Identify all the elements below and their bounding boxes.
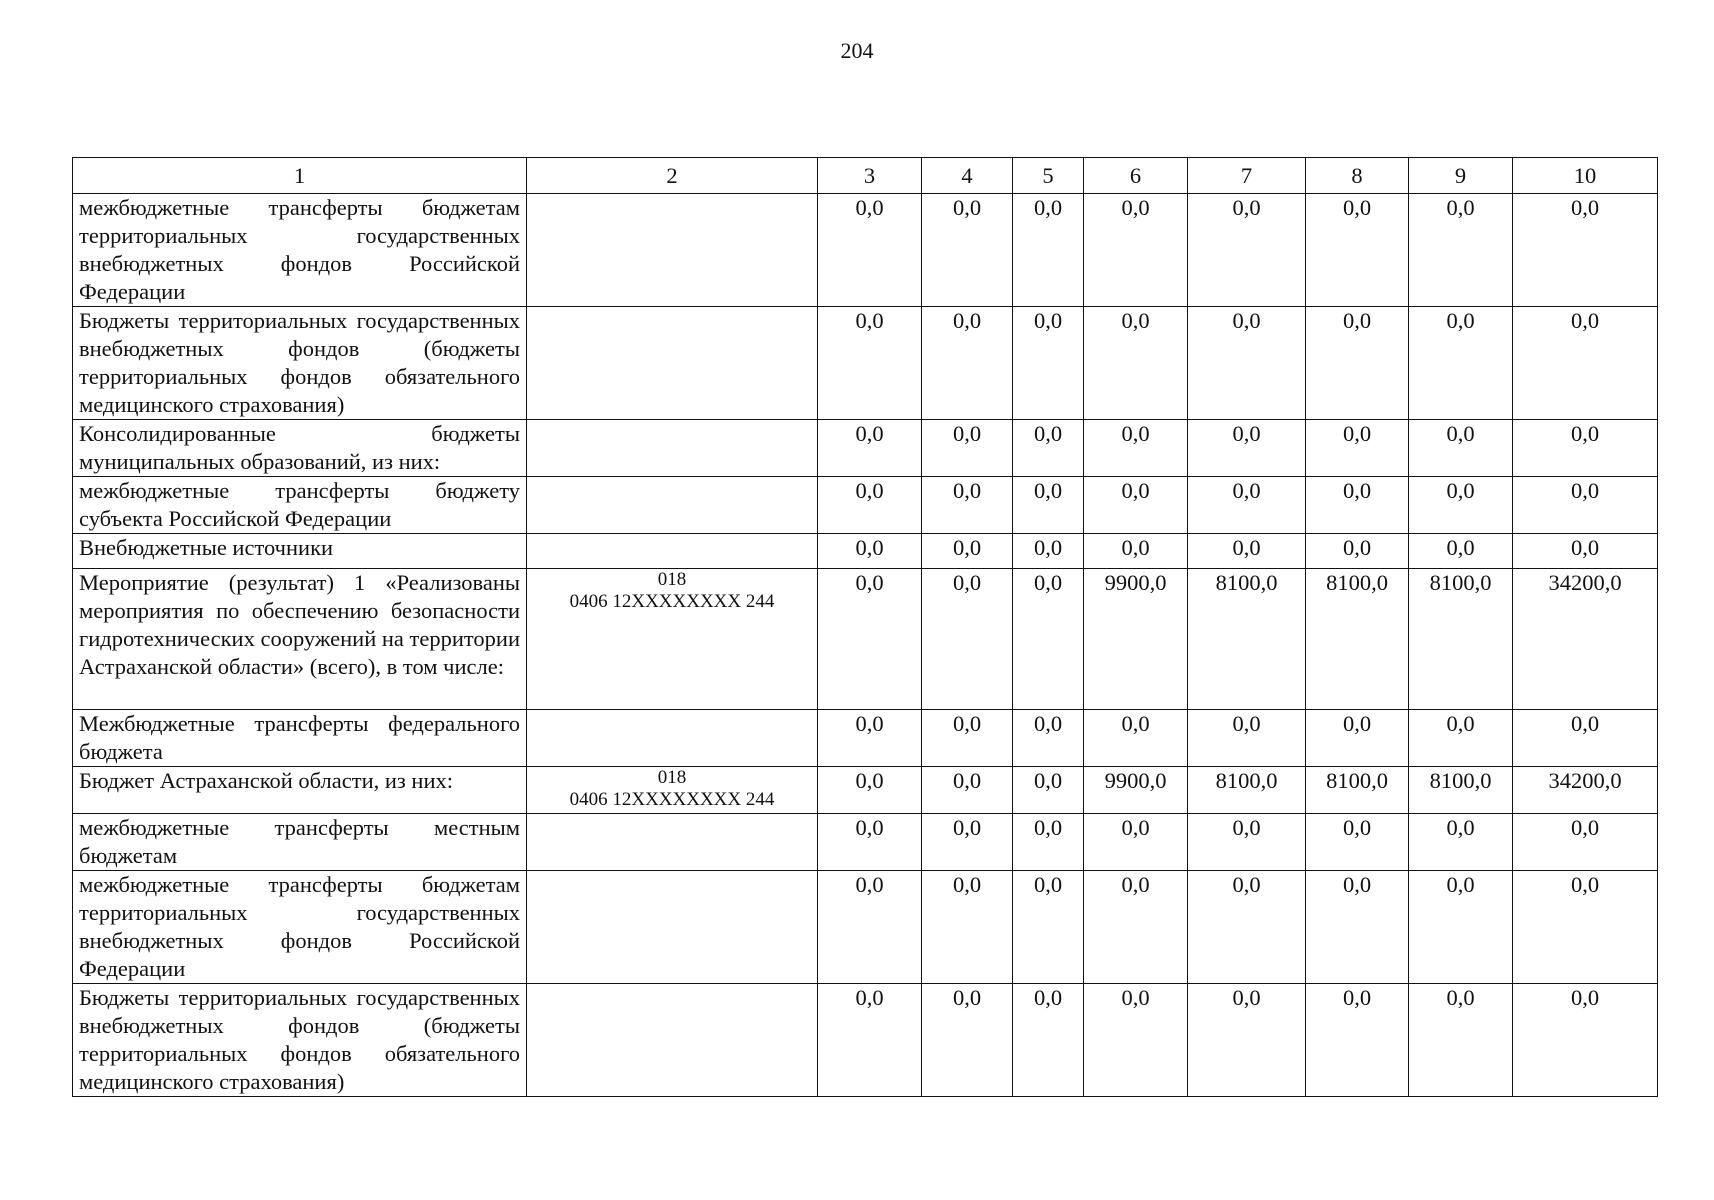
- value-cell-col-7: 0,0: [1188, 420, 1306, 477]
- value-cell-col-10: 34200,0: [1513, 767, 1658, 814]
- value-cell-col-9: 0,0: [1409, 194, 1513, 307]
- page-number: 204: [840, 38, 874, 63]
- value-cell-col-4: 0,0: [922, 534, 1013, 569]
- value-cell-col-4: 0,0: [922, 984, 1013, 1097]
- row-name: Консолидированные бюджеты муниципальных образований, из них:: [73, 420, 527, 477]
- value-cell-col-8: 0,0: [1306, 307, 1409, 420]
- column-header-1: 1: [73, 158, 527, 194]
- value-cell-col-6: 0,0: [1084, 710, 1188, 767]
- value-cell-col-5: 0,0: [1013, 569, 1084, 710]
- value-cell-col-5: 0,0: [1013, 814, 1084, 871]
- value-cell-col-7: 8100,0: [1188, 767, 1306, 814]
- budget-table: [72, 157, 1658, 1097]
- value-cell-col-5: 0,0: [1013, 420, 1084, 477]
- row-name: Бюджет Астраханской области, из них:: [73, 767, 527, 814]
- value-cell-col-4: 0,0: [922, 420, 1013, 477]
- value-cell-col-10: 0,0: [1513, 534, 1658, 569]
- value-cell-col-8: 0,0: [1306, 477, 1409, 534]
- value-cell-col-4: 0,0: [922, 871, 1013, 984]
- table-row: [73, 420, 1658, 477]
- value-cell-col-6: 0,0: [1084, 984, 1188, 1097]
- row-name: Бюджеты территориальных государственных внебюджетных фондов (бюджеты территориальных фондов обязательного медицинского страхования): [73, 307, 527, 420]
- value-cell-col-3: 0,0: [818, 534, 922, 569]
- value-cell-col-10: 0,0: [1513, 984, 1658, 1097]
- value-cell-col-3: 0,0: [818, 984, 922, 1097]
- column-header-3: 3: [818, 158, 922, 194]
- value-cell-col-10: 0,0: [1513, 194, 1658, 307]
- row-name: Мероприятие (результат) 1 «Реализованы мероприятия по обеспечению безопасности гидротехнических сооружений на территории Астраханской области» (всего), в том числе:: [73, 569, 527, 710]
- row-name: межбюджетные трансферты бюджету субъекта Российской Федерации: [73, 477, 527, 534]
- column-header-5: 5: [1013, 158, 1084, 194]
- row-code: 018 0406 12ХХХХХХХХ 244: [527, 767, 818, 814]
- value-cell-col-9: 0,0: [1409, 534, 1513, 569]
- value-cell-col-8: 0,0: [1306, 984, 1409, 1097]
- row-code: [527, 534, 818, 569]
- value-cell-col-3: 0,0: [818, 767, 922, 814]
- value-cell-col-7: 0,0: [1188, 194, 1306, 307]
- value-cell-col-7: 0,0: [1188, 710, 1306, 767]
- value-cell-col-4: 0,0: [922, 767, 1013, 814]
- value-cell-col-7: 0,0: [1188, 534, 1306, 569]
- table-row: [73, 814, 1658, 871]
- value-cell-col-6: 0,0: [1084, 307, 1188, 420]
- value-cell-col-5: 0,0: [1013, 871, 1084, 984]
- value-cell-col-7: 0,0: [1188, 984, 1306, 1097]
- value-cell-col-10: 0,0: [1513, 814, 1658, 871]
- value-cell-col-3: 0,0: [818, 871, 922, 984]
- value-cell-col-7: 0,0: [1188, 814, 1306, 871]
- row-name: межбюджетные трансферты бюджетам территориальных государственных внебюджетных фондов Российской Федерации: [73, 871, 527, 984]
- value-cell-col-4: 0,0: [922, 307, 1013, 420]
- value-cell-col-5: 0,0: [1013, 194, 1084, 307]
- value-cell-col-4: 0,0: [922, 477, 1013, 534]
- column-header-10: 10: [1513, 158, 1658, 194]
- value-cell-col-6: 0,0: [1084, 420, 1188, 477]
- value-cell-col-9: 0,0: [1409, 420, 1513, 477]
- value-cell-col-9: 0,0: [1409, 814, 1513, 871]
- column-header-8: 8: [1306, 158, 1409, 194]
- value-cell-col-5: 0,0: [1013, 984, 1084, 1097]
- header-row: [73, 158, 1658, 194]
- value-cell-col-10: 0,0: [1513, 871, 1658, 984]
- table-row: [73, 710, 1658, 767]
- table-row: [73, 767, 1658, 814]
- value-cell-col-10: 0,0: [1513, 420, 1658, 477]
- value-cell-col-6: 0,0: [1084, 534, 1188, 569]
- table-row: [73, 984, 1658, 1097]
- row-code: [527, 871, 818, 984]
- value-cell-col-9: 0,0: [1409, 871, 1513, 984]
- value-cell-col-8: 0,0: [1306, 871, 1409, 984]
- table-row: [73, 194, 1658, 307]
- value-cell-col-6: 9900,0: [1084, 767, 1188, 814]
- value-cell-col-9: 8100,0: [1409, 767, 1513, 814]
- column-header-4: 4: [922, 158, 1013, 194]
- value-cell-col-8: 8100,0: [1306, 767, 1409, 814]
- value-cell-col-7: 0,0: [1188, 871, 1306, 984]
- value-cell-col-7: 0,0: [1188, 307, 1306, 420]
- value-cell-col-5: 0,0: [1013, 477, 1084, 534]
- value-cell-col-5: 0,0: [1013, 534, 1084, 569]
- row-code: [527, 477, 818, 534]
- row-code: [527, 307, 818, 420]
- value-cell-col-7: 8100,0: [1188, 569, 1306, 710]
- row-name: Межбюджетные трансферты федерального бюджета: [73, 710, 527, 767]
- value-cell-col-8: 0,0: [1306, 814, 1409, 871]
- row-code: [527, 420, 818, 477]
- value-cell-col-8: 0,0: [1306, 420, 1409, 477]
- value-cell-col-4: 0,0: [922, 194, 1013, 307]
- value-cell-col-4: 0,0: [922, 710, 1013, 767]
- value-cell-col-8: 0,0: [1306, 534, 1409, 569]
- value-cell-col-10: 0,0: [1513, 477, 1658, 534]
- value-cell-col-10: 0,0: [1513, 307, 1658, 420]
- column-header-9: 9: [1409, 158, 1513, 194]
- value-cell-col-4: 0,0: [922, 814, 1013, 871]
- value-cell-col-8: 0,0: [1306, 710, 1409, 767]
- row-code: [527, 814, 818, 871]
- row-code: 018 0406 12ХХХХХХХХ 244: [527, 569, 818, 710]
- column-header-6: 6: [1084, 158, 1188, 194]
- column-header-7: 7: [1188, 158, 1306, 194]
- value-cell-col-10: 0,0: [1513, 710, 1658, 767]
- value-cell-col-9: 8100,0: [1409, 569, 1513, 710]
- value-cell-col-6: 0,0: [1084, 194, 1188, 307]
- row-code: [527, 194, 818, 307]
- row-name: Внебюджетные источники: [73, 534, 527, 569]
- row-name: Бюджеты территориальных государственных внебюджетных фондов (бюджеты территориальных фондов обязательного медицинского страхования): [73, 984, 527, 1097]
- value-cell-col-7: 0,0: [1188, 477, 1306, 534]
- value-cell-col-5: 0,0: [1013, 710, 1084, 767]
- table-row: [73, 307, 1658, 420]
- value-cell-col-3: 0,0: [818, 194, 922, 307]
- table-row: [73, 871, 1658, 984]
- value-cell-col-6: 0,0: [1084, 814, 1188, 871]
- value-cell-col-4: 0,0: [922, 569, 1013, 710]
- row-name: межбюджетные трансферты бюджетам территориальных государственных внебюджетных фондов Российской Федерации: [73, 194, 527, 307]
- value-cell-col-10: 34200,0: [1513, 569, 1658, 710]
- value-cell-col-9: 0,0: [1409, 984, 1513, 1097]
- value-cell-col-8: 0,0: [1306, 194, 1409, 307]
- value-cell-col-8: 8100,0: [1306, 569, 1409, 710]
- value-cell-col-6: 9900,0: [1084, 569, 1188, 710]
- value-cell-col-6: 0,0: [1084, 871, 1188, 984]
- value-cell-col-3: 0,0: [818, 710, 922, 767]
- value-cell-col-9: 0,0: [1409, 477, 1513, 534]
- value-cell-col-3: 0,0: [818, 814, 922, 871]
- value-cell-col-3: 0,0: [818, 569, 922, 710]
- value-cell-col-3: 0,0: [818, 477, 922, 534]
- row-code: [527, 984, 818, 1097]
- value-cell-col-9: 0,0: [1409, 307, 1513, 420]
- value-cell-col-3: 0,0: [818, 307, 922, 420]
- table-row: [73, 477, 1658, 534]
- value-cell-col-5: 0,0: [1013, 307, 1084, 420]
- table-body: [73, 194, 1658, 1097]
- column-header-2: 2: [527, 158, 818, 194]
- value-cell-col-3: 0,0: [818, 420, 922, 477]
- table-row: [73, 569, 1658, 710]
- value-cell-col-9: 0,0: [1409, 710, 1513, 767]
- row-code: [527, 710, 818, 767]
- value-cell-col-6: 0,0: [1084, 477, 1188, 534]
- row-name: межбюджетные трансферты местным бюджетам: [73, 814, 527, 871]
- value-cell-col-5: 0,0: [1013, 767, 1084, 814]
- table-row: [73, 534, 1658, 569]
